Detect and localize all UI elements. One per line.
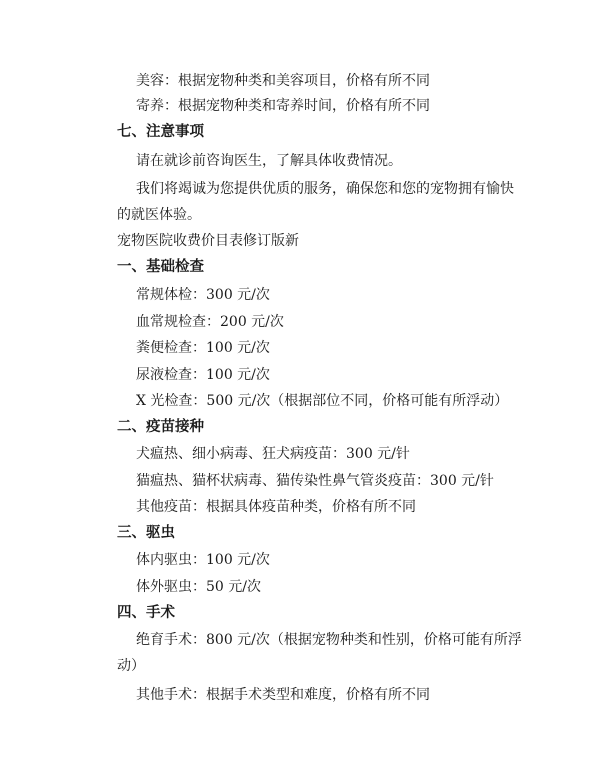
- beauty-price-line: 美容：根据宠物种类和美容项目，价格有所不同: [136, 73, 430, 89]
- notice-paragraph-2-line-2: 的就医体验。: [117, 207, 201, 223]
- list-item-sterilization-line-1: 绝育手术：800 元/次（根据宠物种类和性别，价格可能有所浮: [136, 632, 522, 648]
- list-item-urine-test: 尿液检查：100 元/次: [136, 367, 270, 383]
- list-item-other-surgery: 其他手术：根据手术类型和难度，价格有所不同: [136, 687, 430, 703]
- section-7-heading: 七、注意事项: [117, 124, 204, 140]
- list-item-internal-deworming: 体内驱虫：100 元/次: [136, 552, 270, 568]
- list-item-sterilization-line-2: 动）: [117, 658, 145, 674]
- boarding-price-line: 寄养：根据宠物种类和寄养时间，价格有所不同: [136, 98, 430, 114]
- section-4-heading: 四、手术: [117, 605, 175, 621]
- list-item-dog-vaccine: 犬瘟热、细小病毒、狂犬病疫苗：300 元/针: [136, 446, 410, 462]
- list-item-cat-vaccine: 猫瘟热、猫杯状病毒、猫传染性鼻气管炎疫苗：300 元/针: [136, 473, 494, 489]
- list-item-stool-test: 粪便检查：100 元/次: [136, 340, 270, 356]
- notice-paragraph-1: 请在就诊前咨询医生，了解具体收费情况。: [136, 153, 402, 169]
- list-item-external-deworming: 体外驱虫：50 元/次: [136, 579, 261, 595]
- list-item-other-vaccine: 其他疫苗：根据具体疫苗种类，价格有所不同: [136, 499, 416, 515]
- notice-paragraph-2-line-1: 我们将竭诚为您提供优质的服务，确保您和您的宠物拥有愉快: [136, 181, 514, 197]
- section-3-heading: 三、驱虫: [117, 525, 175, 541]
- section-2-heading: 二、疫苗接种: [117, 419, 204, 435]
- revised-list-title: 宠物医院收费价目表修订版新: [117, 233, 299, 249]
- list-item-xray: X 光检查：500 元/次（根据部位不同，价格可能有所浮动）: [136, 393, 509, 409]
- list-item-routine-exam: 常规体检：300 元/次: [136, 287, 270, 303]
- section-1-heading: 一、基础检查: [117, 259, 204, 275]
- list-item-blood-test: 血常规检查：200 元/次: [136, 314, 284, 330]
